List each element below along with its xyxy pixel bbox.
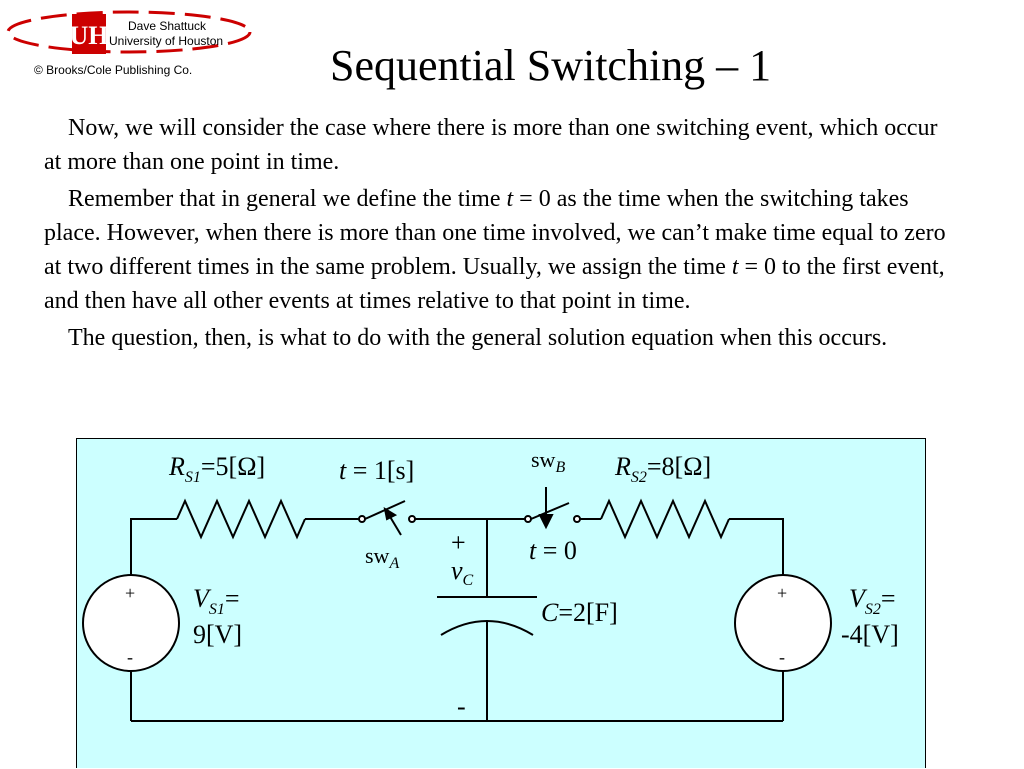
switch-a-name-label <box>365 543 399 572</box>
vc-minus-sign: - <box>457 692 466 721</box>
rs2-sub: S2 <box>630 469 647 486</box>
vs1-minus-sign: - <box>127 647 133 667</box>
resistor-rs1 <box>177 501 305 537</box>
vc-label <box>451 556 474 589</box>
swb-time-val: = 0 <box>536 536 577 565</box>
vs2-value: -4[V] <box>841 620 899 649</box>
vs1-plus-sign: + <box>125 583 136 603</box>
vs2-eq: = <box>880 584 896 613</box>
copyright-text: © Brooks/Cole Publishing Co. <box>34 63 193 77</box>
paragraph-2 <box>44 182 954 318</box>
wire-right-top <box>729 519 783 577</box>
p2-part-b: = 0 as the time when the switching takes place. However, when there is more than one time involved, we can’t make time equal to zero at two different times in the same problem. Usually, we assign the time <box>44 186 946 280</box>
slide-title: Sequential Switching – 1 <box>330 41 772 90</box>
swb-sub: B <box>555 459 566 476</box>
vc-sub: C <box>462 572 474 589</box>
p2-time-var-2: t <box>731 254 739 280</box>
switch-b-contact-right <box>574 516 580 522</box>
vc-plus-sign: + <box>451 528 466 557</box>
switch-a-arrow-head <box>385 509 395 519</box>
vs1-var: V <box>193 584 209 613</box>
capacitor-label <box>541 598 618 627</box>
circuit-diagram-panel <box>76 438 926 768</box>
resistor-rs2 <box>601 501 729 537</box>
rs1-val: =5[Ω] <box>200 452 266 481</box>
cap-val: =2[F] <box>558 598 618 627</box>
cap-var: C <box>541 598 559 627</box>
switch-b-contact-left <box>525 516 531 522</box>
slide-body <box>44 111 954 358</box>
swb-time-var: t <box>529 536 537 565</box>
rs1-sub: S1 <box>184 469 201 486</box>
circuit-schematic <box>77 439 927 769</box>
switch-a-time-label <box>339 456 414 485</box>
vc-var: v <box>451 556 463 585</box>
p2-part-a: Remember that in general we define the time <box>68 186 507 212</box>
vs2-minus-sign: - <box>779 647 785 667</box>
switch-b-time-label <box>529 536 577 565</box>
switch-b-arrow-head <box>540 515 552 527</box>
vs2-sub: S2 <box>864 601 881 618</box>
switch-a-contact-right <box>409 516 415 522</box>
swa-time-val: = 1[s] <box>346 456 415 485</box>
switch-a-contact-left <box>359 516 365 522</box>
rs2-label <box>614 452 711 486</box>
swa-name: sw <box>365 543 390 568</box>
swb-name: sw <box>531 447 556 472</box>
author-name: Dave Shattuck <box>128 19 207 33</box>
paragraph-1: Now, we will consider the case where there is more than one switching event, which occur at more than one point in time. <box>44 115 938 175</box>
vs2-plus-sign: + <box>777 583 788 603</box>
p2-time-var: t <box>506 186 514 212</box>
swa-sub: A <box>389 555 400 572</box>
institution-name: University of Houston <box>109 34 224 48</box>
logo-letters: UH <box>69 21 109 50</box>
paragraph-3: The question, then, is what to do with the general solution equation when this occurs. <box>68 325 888 351</box>
rs2-val: =8[Ω] <box>646 452 712 481</box>
swa-time-var: t <box>339 456 347 485</box>
vs1-value: 9[V] <box>193 620 243 649</box>
vs1-label <box>193 584 240 618</box>
p2-part-c: = 0 to the first event, and then have all other events at times relative to that point in time. <box>44 254 945 314</box>
switch-b-name-label <box>531 447 565 476</box>
vs1-sub: S1 <box>208 601 225 618</box>
vs1-eq: = <box>224 584 240 613</box>
vs2-var: V <box>849 584 865 613</box>
rs1-var: R <box>169 452 185 481</box>
rs1-label <box>168 452 265 486</box>
rs2-var: R <box>615 452 631 481</box>
vs2-label <box>849 584 896 618</box>
